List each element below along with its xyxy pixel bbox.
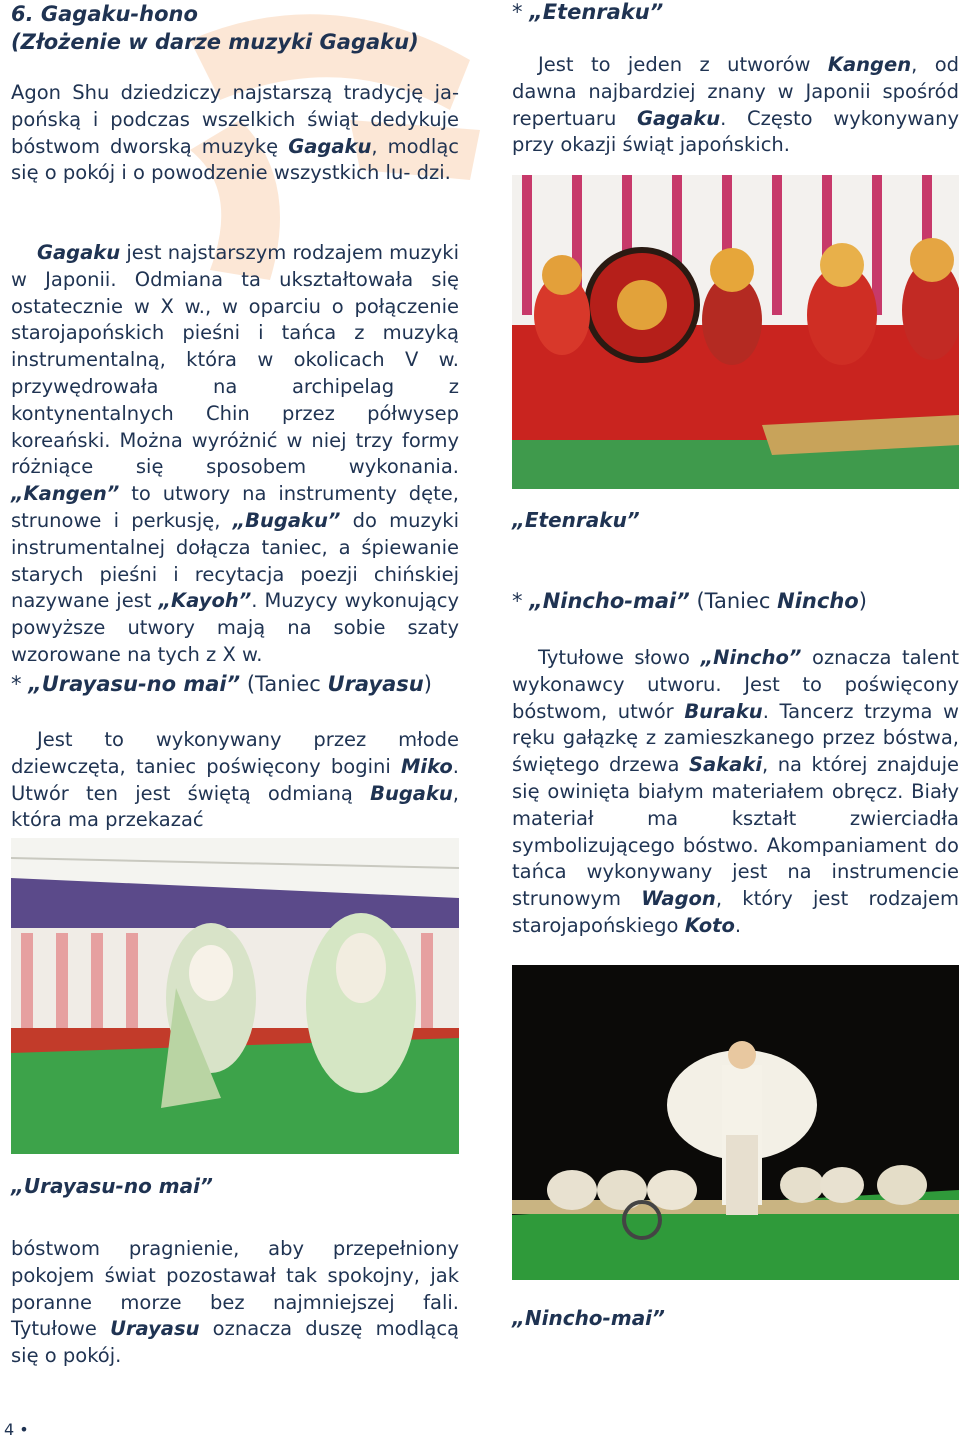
nincho-caption: „Nincho-mai”	[512, 1306, 665, 1330]
etenraku-paragraph: Jest to jeden z utworów Kangen, od dawna najbardziej znany w Japonii spośród repertuaru Gagaku. Często wykonywany przy okazji świąt japońskich.	[512, 53, 959, 157]
nincho-photo	[512, 965, 959, 1280]
section-heading: 6. Gagaku-hono	[11, 2, 198, 26]
etenraku-photo	[512, 175, 959, 489]
urayasu-paragraph: Jest to wykonywany przez młode dziewczęta, taniec poświęcony bogini Miko. Utwór ten jest świętą odmianą Bugaku, która ma przekazać	[11, 728, 459, 832]
left-column	[11, 0, 459, 56]
intro-paragraph: Agon Shu dziedziczy najstarszą tradycję ja- pońską i podczas wszelkich świąt dedykuje bóstwom dworską muzykę Gagaku, modląc się o pokój i o powodzenie wszystkich lu- dzi.	[11, 81, 459, 185]
urayasu-paragraph-continued: bóstwom pragnienie, aby przepełniony pokojem świat pozostawał tak spokojny, jak poranne morze bez najmniejszej fali. Tytułowe Urayasu oznacza duszę modlącą się o pokój.	[11, 1237, 459, 1368]
nincho-paragraph: Tytułowe słowo „Nincho” oznacza talent wykonawcy utworu. Jest to poświęcony bóstwom, utwór Buraku. Tancerz trzyma w ręku gałązkę z zamieszkanego przez bóstwa, świętego drzewa Sakaki, na której znajduje się owinięta białym materiałem obręcz. Biały materiał ma kształt zwierciadła symbolizującego bóstwo. Akompaniament do tańca wykonywany jest na instrumencie strunowym Wagon, który jest rodzajem starojapońskiego Koto.	[512, 646, 960, 937]
section-subheading: (Złożenie w darze muzyki Gagaku)	[11, 30, 419, 54]
gagaku-paragraph: Gagaku jest najstarszym rodzajem muzyki w Japonii. Odmiana ta ukształtowała się ostatecznie w X w., w oparciu o połączenie starojapońskich pieśni i tańca z muzyką instrumentalną, która w okolicach V w. przywędrowała na archipelag z kontynentalnych Chin przez półwysep koreański. Można wyróżnić w niej trzy formy różniące się sposobem wykonania. „Kangen” to utwory na instrumenty dęte, strunowe i perkusję, „Bugaku” do muzyki instrumentalnej dołącza taniec, a śpiewanie starych pieśni i recytacja poezji chińskiej nazywane jest „Kayoh”. Muzycy wykonujący powyższe utwory mają na sobie szaty wzorowane na tych z X w.	[11, 241, 459, 666]
page-number: 4 •	[4, 1420, 29, 1439]
etenraku-subheading: * „Etenraku”	[512, 0, 664, 24]
urayasu-photo	[11, 838, 459, 1154]
nincho-subheading: * „Nincho-mai” (Taniec Nincho)	[512, 589, 867, 613]
urayasu-caption: „Urayasu-no mai”	[11, 1174, 213, 1198]
urayasu-subheading: * „Urayasu-no mai” (Taniec Urayasu)	[11, 672, 432, 696]
etenraku-caption: „Etenraku”	[512, 508, 640, 532]
